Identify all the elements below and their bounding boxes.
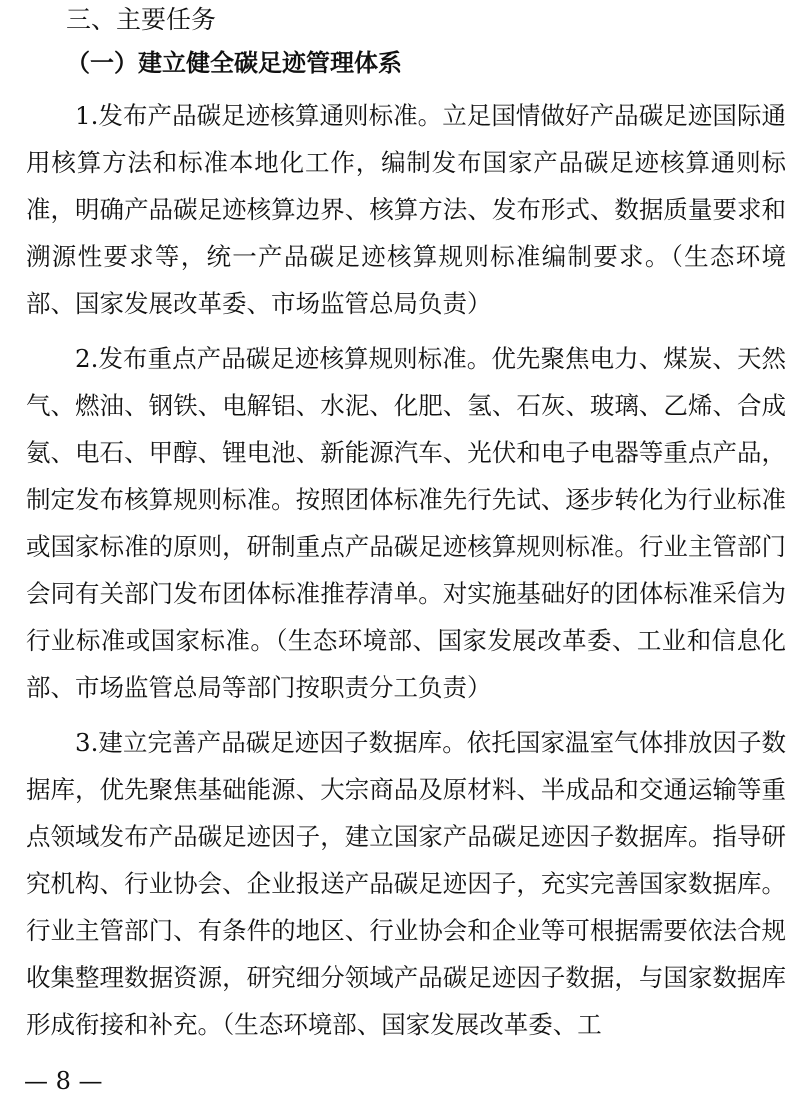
section-title: 三、主要任务 — [66, 5, 217, 34]
page-number: — 8 — — [24, 1067, 103, 1095]
subsection-title: （一）建立健全碳足迹管理体系 — [66, 49, 402, 77]
paragraph-3: 3.建立完善产品碳足迹因子数据库。依托国家温室气体排放因子数据库，优先聚焦基础能源、大宗商品及原材料、半成品和交通运输等重点领域发布产品碳足迹因子，建立国家产品碳足迹因子数据库。指导研究机构、行业协会、企业报送产品碳足迹因子，充实完善国家数据库。行业主管部门、有条件的地区、行业协会和企业等可根据需要依法合规收集整理数据资源，研究细分领域产品碳足迹因子数据，与国家数据库形成衔接和补充。（生态环境部、国家发展改革委、工 — [26, 728, 786, 1039]
paragraph-1: 1.发布产品碳足迹核算通则标准。立足国情做好产品碳足迹国际通用核算方法和标准本地化工作，编制发布国家产品碳足迹核算通则标准，明确产品碳足迹核算边界、核算方法、发布形式、数据质量要求和溯源性要求等，统一产品碳足迹核算规则标准编制要求。（生态环境部、国家发展改革委、市场监管总局负责） — [26, 101, 786, 318]
paragraph-2: 2.发布重点产品碳足迹核算规则标准。优先聚焦电力、煤炭、天然气、燃油、钢铁、电解铝、水泥、化肥、氢、石灰、玻璃、乙烯、合成氨、电石、甲醇、锂电池、新能源汽车、光伏和电子电器等重点产品，制定发布核算规则标准。按照团体标准先行先试、逐步转化为行业标准或国家标准的原则，研制重点产品碳足迹核算规则标准。行业主管部门会同有关部门发布团体标准推荐清单。对实施基础好的团体标准采信为行业标准或国家标准。（生态环境部、国家发展改革委、工业和信息化部、市场监管总局等部门按职责分工负责） — [26, 344, 786, 702]
